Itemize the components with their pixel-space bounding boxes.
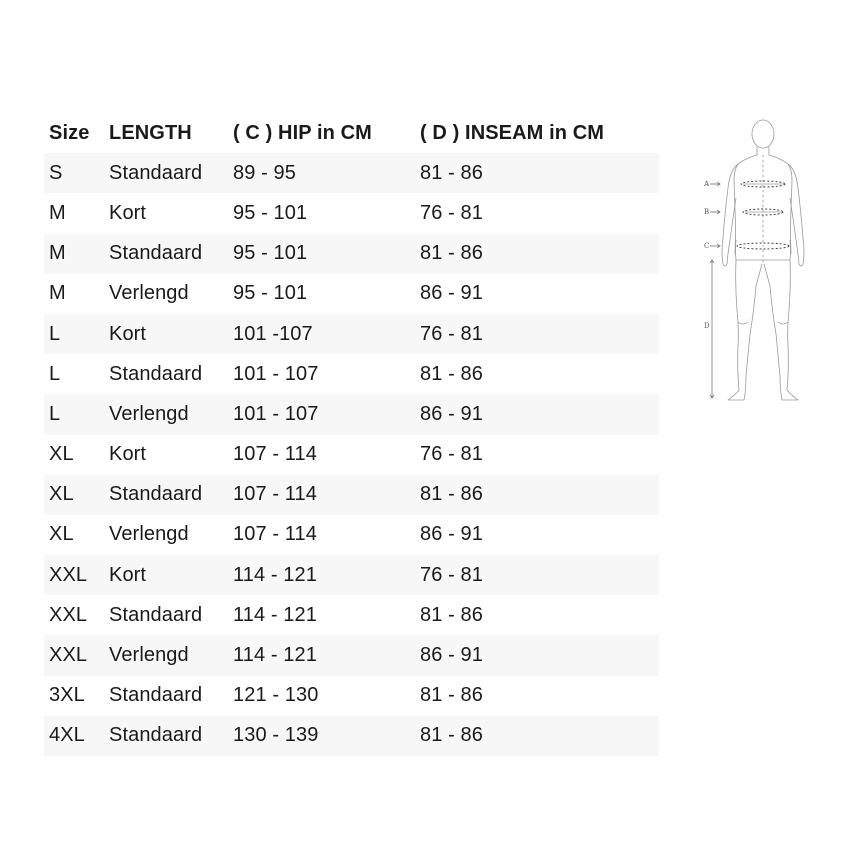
cell-hip: 130 - 139: [233, 724, 319, 747]
table-row: [44, 274, 659, 314]
cell-hip: 101 -107: [233, 322, 313, 345]
cell-size: 4XL: [49, 724, 85, 747]
cell-inseam: 76 - 81: [420, 443, 483, 466]
cell-size: XL: [49, 443, 74, 466]
cell-size: XL: [49, 523, 74, 546]
cell-length: Standaard: [109, 161, 203, 184]
cell-hip: 95 - 101: [233, 282, 308, 305]
header-inseam: ( D ) INSEAM in CM: [420, 121, 605, 144]
table-row: [44, 635, 659, 675]
cell-hip: 114 - 121: [233, 563, 317, 586]
table-row: [44, 475, 659, 515]
cell-inseam: 76 - 81: [420, 563, 483, 586]
cell-inseam: 81 - 86: [420, 362, 483, 385]
cell-inseam: 81 - 86: [420, 684, 483, 707]
table-row: [44, 716, 659, 756]
cell-inseam: 76 - 81: [420, 322, 483, 345]
table-row: [44, 153, 659, 193]
cell-inseam: 86 - 91: [420, 523, 483, 546]
cell-length: Verlengd: [109, 523, 189, 546]
label-b: B: [704, 208, 710, 216]
cell-hip: 114 - 121: [233, 603, 317, 626]
cell-hip: 107 - 114: [233, 483, 317, 506]
cell-inseam: 86 - 91: [420, 644, 483, 667]
header-length: LENGTH: [109, 121, 192, 144]
cell-inseam: 76 - 81: [420, 201, 483, 224]
cell-length: Verlengd: [109, 644, 189, 667]
cell-size: M: [49, 201, 66, 224]
cell-length: Standaard: [109, 684, 203, 707]
cell-inseam: 81 - 86: [420, 483, 483, 506]
cell-size: M: [49, 242, 66, 265]
table-row: [44, 595, 659, 635]
cell-size: L: [49, 362, 61, 385]
table-row: [44, 555, 659, 595]
table-row: [44, 676, 659, 716]
cell-length: Kort: [109, 322, 147, 345]
label-c: C: [704, 242, 710, 250]
cell-size: M: [49, 282, 66, 305]
table-body: [44, 153, 659, 756]
cell-size: S: [49, 161, 63, 184]
cell-length: Kort: [109, 563, 147, 586]
cell-length: Standaard: [109, 362, 203, 385]
cell-inseam: 86 - 91: [420, 282, 483, 305]
cell-length: Standaard: [109, 242, 203, 265]
table-row: [44, 435, 659, 475]
cell-size: L: [49, 322, 61, 345]
cell-size: XL: [49, 483, 74, 506]
label-d: D: [704, 322, 710, 330]
cell-length: Verlengd: [109, 402, 189, 425]
label-a: A: [704, 180, 710, 188]
cell-size: XXL: [49, 603, 88, 626]
cell-length: Standaard: [109, 483, 203, 506]
cell-hip: 95 - 101: [233, 242, 308, 265]
cell-length: Kort: [109, 201, 147, 224]
cell-size: XXL: [49, 563, 88, 586]
size-chart-table: [44, 113, 659, 756]
table-row: [44, 193, 659, 233]
cell-hip: 95 - 101: [233, 201, 308, 224]
cell-inseam: 81 - 86: [420, 724, 483, 747]
cell-size: 3XL: [49, 684, 85, 707]
cell-length: Standaard: [109, 724, 203, 747]
cell-length: Verlengd: [109, 282, 189, 305]
header-size: Size: [49, 121, 90, 144]
table-row: [44, 234, 659, 274]
cell-inseam: 86 - 91: [420, 402, 483, 425]
table-header-row: [44, 113, 659, 153]
cell-hip: 101 - 107: [233, 402, 319, 425]
table-row: [44, 515, 659, 555]
table-row: [44, 394, 659, 434]
cell-size: L: [49, 402, 61, 425]
mannequin-illustration: [698, 114, 810, 410]
cell-size: XXL: [49, 644, 88, 667]
cell-inseam: 81 - 86: [420, 603, 483, 626]
cell-hip: 114 - 121: [233, 644, 317, 667]
cell-hip: 121 - 130: [233, 684, 319, 707]
cell-length: Standaard: [109, 603, 203, 626]
cell-inseam: 81 - 86: [420, 161, 483, 184]
cell-inseam: 81 - 86: [420, 242, 483, 265]
cell-length: Kort: [109, 443, 147, 466]
header-hip: ( C ) HIP in CM: [233, 121, 372, 144]
cell-hip: 107 - 114: [233, 523, 317, 546]
cell-hip: 107 - 114: [233, 443, 317, 466]
body-measurement-figure: [698, 114, 810, 410]
cell-hip: 101 - 107: [233, 362, 319, 385]
cell-hip: 89 - 95: [233, 161, 296, 184]
table-row: [44, 354, 659, 394]
table-row: [44, 314, 659, 354]
